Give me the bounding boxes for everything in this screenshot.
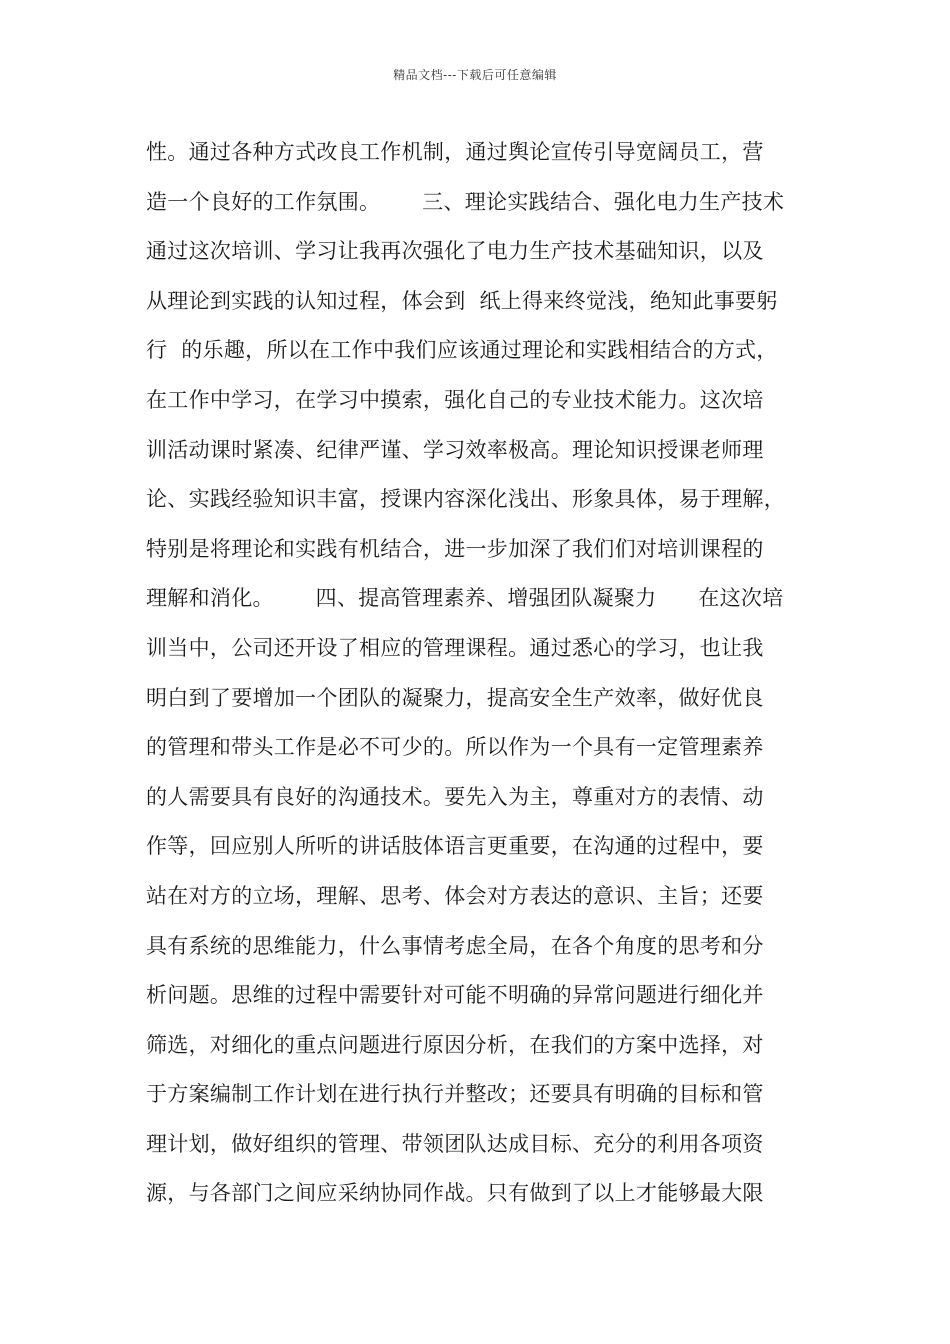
- text-line: 训当中，公司还开设了相应的管理课程。通过悉心的学习，也让我: [146, 635, 764, 660]
- text-line: 训活动课时紧凑、纪律严谨、学习效率极高。理论知识授课老师理: [146, 437, 764, 462]
- text-line: 站在对方的立场，理解、思考、体会对方表达的意识、主旨；还要: [146, 883, 764, 908]
- text-line: 行 的乐趣，所以在工作中我们应该通过理论和实践相结合的方式，: [146, 338, 778, 363]
- text-line: 于方案编制工作计划在进行执行并整改；还要具有明确的目标和管: [146, 1082, 764, 1107]
- text-line: 理解和消化。 四、提高管理素养、增强团队凝聚力 在这次培: [146, 586, 784, 611]
- body-text: [146, 132, 836, 1223]
- text-line: 的人需要具有良好的沟通技术。要先入为主，尊重对方的表情、动: [146, 784, 764, 809]
- text-line: 筛选，对细化的重点问题进行原因分析，在我们的方案中选择，对: [146, 1032, 764, 1057]
- text-line: 造一个良好的工作氛围。 三、理论实践结合、强化电力生产技术: [146, 189, 785, 214]
- text-line: 具有系统的思维能力，什么事情考虑全局，在各个角度的思考和分: [146, 933, 764, 958]
- text-line: 作等，回应别人所听的讲话肢体语言更重要，在沟通的过程中，要: [146, 834, 764, 859]
- page-header: 精品文档---下载后可任意编辑: [393, 68, 557, 82]
- text-line: 源，与各部门之间应采纳协同作战。只有做到了以上才能够最大限: [146, 1181, 764, 1206]
- text-line: 理计划，做好组织的管理、带领团队达成目标、充分的利用各项资: [146, 1131, 764, 1156]
- text-line: 性。通过各种方式改良工作机制，通过舆论宣传引导宽阔员工，营: [146, 140, 764, 164]
- text-line: 的管理和带头工作是必不可少的。所以作为一个具有一定管理素养: [146, 735, 764, 760]
- text-line: 在工作中学习，在学习中摸索，强化自己的专业技术能力。这次培: [146, 387, 764, 412]
- text-line: 通过这次培训、学习让我再次强化了电力生产技术基础知识，以及: [146, 239, 764, 264]
- text-line: 明白到了要增加一个团队的凝聚力，提高安全生产效率，做好优良: [146, 685, 764, 710]
- text-line: 析问题。思维的过程中需要针对可能不明确的异常问题进行细化并: [146, 983, 764, 1008]
- text-line: 特别是将理论和实践有机结合，进一步加深了我们们对培训课程的: [146, 536, 764, 561]
- text-line: 论、实践经验知识丰富，授课内容深化浅出、形象具体，易于理解，: [146, 487, 785, 512]
- text-line: 从理论到实践的认知过程，体会到 纸上得来终觉浅，绝知此事要躬: [146, 288, 778, 313]
